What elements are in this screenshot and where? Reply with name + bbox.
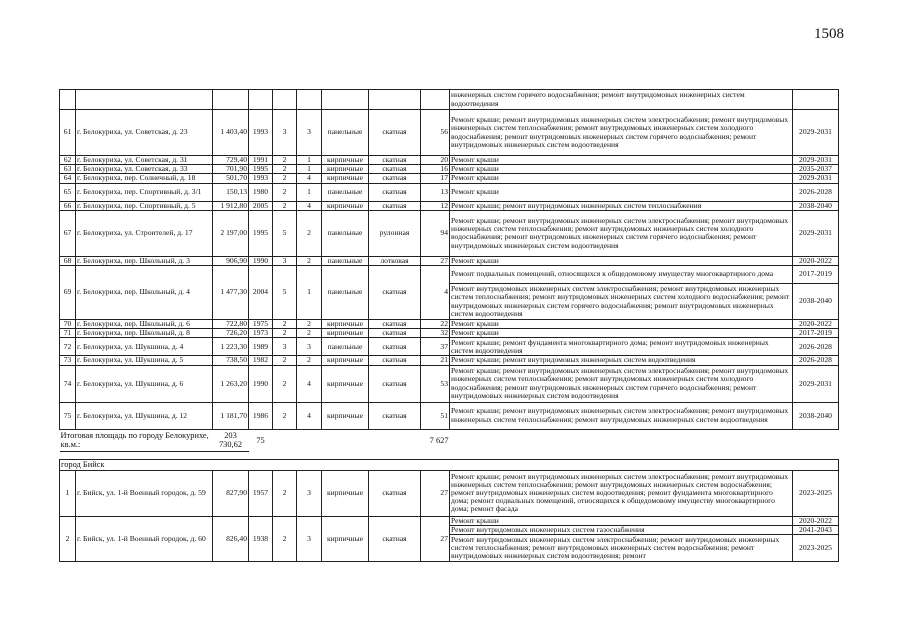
table-row: [60, 266, 839, 284]
row-number: 2: [60, 516, 76, 561]
build-year: 1975: [249, 320, 273, 329]
total-area: 203 730,62: [213, 429, 249, 451]
house-address: г. Белокуриха, ул. Шукшина, д. 4: [76, 338, 213, 356]
wall-material: кирпичные: [322, 516, 369, 561]
residents-count: 12: [421, 201, 450, 210]
build-year: 1957: [249, 470, 273, 516]
row-number: 62: [60, 156, 76, 165]
table-row: [60, 110, 839, 156]
repair-works: Ремонт крыши; ремонт внутридомовых инженерных систем электроснабжения; ремонт внутридомовых инженерных систем теплоснабжения; ремонт внутридомовых инженерных систем холодного водоснабжения; ремонт внутридомовых инженерных систем горячего водоснабжения; ремонт внутридомовых инженерных систем водоотведения: [450, 210, 793, 256]
floors-count: 2: [273, 470, 297, 516]
build-year: 2004: [249, 266, 273, 320]
house-address: г. Бийск, ул. 1-й Военный городок, д. 59: [76, 470, 213, 516]
wall-material: панельные: [322, 266, 369, 320]
roof-type: [369, 90, 421, 110]
table-row: [60, 210, 839, 256]
roof-type: скатная: [369, 110, 421, 156]
repair-works: Ремонт внутридомовых инженерных систем электроснабжения; ремонт внутридомовых инженерных систем теплоснабжения; ремонт внутридомовых инженерных систем холодного водоснабжения; ремонт внутридомовых инженерных систем горячего водоснабжения; ремонт внутридомовых инженерных систем водоотведения: [450, 284, 793, 320]
build-year: 1991: [249, 156, 273, 165]
repair-period: 2038-2040: [793, 402, 839, 429]
house-address: г. Белокуриха, пер. Школьный, д. 8: [76, 329, 213, 338]
roof-type: скатная: [369, 266, 421, 320]
row-number: 70: [60, 320, 76, 329]
house-address: г. Бийск, ул. 1-й Военный городок, д. 60: [76, 516, 213, 561]
build-year: 1973: [249, 329, 273, 338]
build-year: 1938: [249, 516, 273, 561]
floors-count: 5: [273, 266, 297, 320]
wall-material: кирпичные: [322, 174, 369, 183]
house-address: г. Белокуриха, ул. Шукшина, д. 12: [76, 402, 213, 429]
table-row: [60, 338, 839, 356]
floors-count: 3: [273, 110, 297, 156]
entrances-count: [297, 90, 322, 110]
house-address: [76, 90, 213, 110]
table-row: [60, 320, 839, 329]
wall-material: кирпичные: [322, 320, 369, 329]
table-row: [60, 470, 839, 516]
house-area: 2 197,00: [213, 210, 249, 256]
entrances-count: 4: [297, 365, 322, 402]
repair-works: Ремонт крыши; ремонт внутридомовых инженерных систем водоотведения: [450, 356, 793, 365]
floors-count: 2: [273, 165, 297, 174]
build-year: 1990: [249, 365, 273, 402]
row-number: 73: [60, 356, 76, 365]
repair-works: Ремонт подвальных помещений, относящихся к общедомовому имуществу многоквартирного дома: [450, 266, 793, 284]
house-area: 1 403,40: [213, 110, 249, 156]
house-area: 906,90: [213, 256, 249, 265]
repair-works: Ремонт крыши; ремонт внутридомовых инженерных систем электроснабжения; ремонт внутридомовых инженерных систем теплоснабжения; ремонт внутридомовых инженерных систем водоснабжения; ремонт внутридомовых инженерных систем водоотведения; ремонт фундамента многоквартирного дома; ремонт подвальных помещений, относящихся к общедомовому имуществу многоквартирного дома; ремонт фасада: [450, 470, 793, 516]
roof-type: скатная: [369, 174, 421, 183]
repair-period: 2029-2031: [793, 174, 839, 183]
roof-type: скатная: [369, 329, 421, 338]
table-row: [60, 174, 839, 183]
house-address: г. Белокуриха, пер. Школьный, д. 6: [76, 320, 213, 329]
table-row: [60, 201, 839, 210]
roof-type: скатная: [369, 470, 421, 516]
house-area: 1 223,30: [213, 338, 249, 356]
house-area: 738,50: [213, 356, 249, 365]
wall-material: кирпичные: [322, 329, 369, 338]
repair-period: 2041-2043: [793, 525, 839, 534]
repair-works: Ремонт крыши; ремонт внутридомовых инженерных систем электроснабжения; ремонт внутридомовых инженерных систем теплоснабжения; ремонт внутридомовых инженерных систем водоотведения: [450, 402, 793, 429]
entrances-count: 3: [297, 338, 322, 356]
floors-count: 2: [273, 156, 297, 165]
row-number: 64: [60, 174, 76, 183]
build-year: 1995: [249, 165, 273, 174]
row-number: 66: [60, 201, 76, 210]
table-row: [60, 156, 839, 165]
build-year: [249, 90, 273, 110]
house-address: г. Белокуриха, ул. Шукшина, д. 6: [76, 365, 213, 402]
residents-count: 4: [421, 266, 450, 320]
residents-count: 32: [421, 329, 450, 338]
row-number: 68: [60, 256, 76, 265]
roof-type: скатная: [369, 183, 421, 201]
entrances-count: 2: [297, 256, 322, 265]
entrances-count: 2: [297, 320, 322, 329]
floors-count: 5: [273, 210, 297, 256]
table-row: [60, 165, 839, 174]
row-number: 69: [60, 266, 76, 320]
repair-period: 2017-2019: [793, 266, 839, 284]
total-spacer: [273, 429, 421, 451]
section-gap: [60, 451, 839, 459]
wall-material: кирпичные: [322, 201, 369, 210]
house-area: [213, 90, 249, 110]
house-area: 826,40: [213, 516, 249, 561]
total-label: Итоговая площадь по городу Белокурихе, кв.м.:: [60, 429, 213, 451]
floors-count: 2: [273, 174, 297, 183]
row-number: 63: [60, 165, 76, 174]
repair-works: Ремонт внутридомовых инженерных систем газоснабжения: [450, 525, 793, 534]
floors-count: 3: [273, 256, 297, 265]
repair-period: 2020-2022: [793, 320, 839, 329]
residents-count: 37: [421, 338, 450, 356]
house-area: 722,80: [213, 320, 249, 329]
residents-count: 16: [421, 165, 450, 174]
build-year: 1986: [249, 402, 273, 429]
wall-material: панельные: [322, 110, 369, 156]
repair-works: Ремонт крыши: [450, 256, 793, 265]
repair-works: Ремонт крыши: [450, 174, 793, 183]
wall-material: панельные: [322, 338, 369, 356]
house-address: г. Белокуриха, пер. Школьный, д. 3: [76, 256, 213, 265]
roof-type: лотковая: [369, 256, 421, 265]
repair-period: 2029-2031: [793, 210, 839, 256]
table-row: [60, 356, 839, 365]
residents-count: 27: [421, 516, 450, 561]
row-number: 61: [60, 110, 76, 156]
floors-count: [273, 90, 297, 110]
floors-count: 2: [273, 356, 297, 365]
build-year: 1980: [249, 183, 273, 201]
build-year: 1993: [249, 110, 273, 156]
floors-count: 2: [273, 183, 297, 201]
build-year: 1990: [249, 256, 273, 265]
floors-count: 2: [273, 402, 297, 429]
build-year: 1989: [249, 338, 273, 356]
wall-material: панельные: [322, 256, 369, 265]
repair-period: 2029-2031: [793, 110, 839, 156]
row-number: 75: [60, 402, 76, 429]
repair-works: Ремонт крыши: [450, 329, 793, 338]
row-number: 72: [60, 338, 76, 356]
repair-works: Ремонт крыши: [450, 183, 793, 201]
house-area: 1 477,30: [213, 266, 249, 320]
repair-works: Ремонт крыши: [450, 165, 793, 174]
wall-material: кирпичные: [322, 165, 369, 174]
entrances-count: 4: [297, 201, 322, 210]
house-address: г. Белокуриха, пер. Школьный, д. 4: [76, 266, 213, 320]
entrances-count: 4: [297, 174, 322, 183]
repair-period: 2026-2028: [793, 338, 839, 356]
house-address: г. Белокуриха, пер. Спортивный, д. 5: [76, 201, 213, 210]
roof-type: скатная: [369, 338, 421, 356]
roof-type: скатная: [369, 356, 421, 365]
residents-count: 13: [421, 183, 450, 201]
residents-count: 56: [421, 110, 450, 156]
repair-works: Ремонт крыши; ремонт фундамента многоквартирного дома; ремонт внутридомовых инженерных систем водоотведения: [450, 338, 793, 356]
build-year: 2005: [249, 201, 273, 210]
residents-count: [421, 90, 450, 110]
house-area: 729,40: [213, 156, 249, 165]
residents-count: 20: [421, 156, 450, 165]
floors-count: 2: [273, 329, 297, 338]
house-area: 1 181,70: [213, 402, 249, 429]
repair-period: 2020-2022: [793, 516, 839, 525]
repair-period: 2038-2040: [793, 284, 839, 320]
roof-type: скатная: [369, 201, 421, 210]
wall-material: кирпичные: [322, 365, 369, 402]
house-address: г. Белокуриха, ул. Советская, д. 33: [76, 165, 213, 174]
floors-count: 2: [273, 516, 297, 561]
repair-works: Ремонт крыши; ремонт внутридомовых инженерных систем электроснабжения; ремонт внутридомовых инженерных систем теплоснабжения; ремонт внутридомовых инженерных систем холодного водоснабжения; ремонт внутридомовых инженерных систем горячего водоснабжения; ремонт внутридомовых инженерных систем водоотведения: [450, 365, 793, 402]
wall-material: кирпичные: [322, 156, 369, 165]
roof-type: рулонная: [369, 210, 421, 256]
residents-count: 27: [421, 470, 450, 516]
table-row: [60, 183, 839, 201]
entrances-count: 2: [297, 356, 322, 365]
repair-period: 2029-2031: [793, 156, 839, 165]
build-year: 1995: [249, 210, 273, 256]
roof-type: скатная: [369, 516, 421, 561]
floors-count: 2: [273, 365, 297, 402]
repair-period: 2020-2022: [793, 256, 839, 265]
roof-type: скатная: [369, 156, 421, 165]
entrances-count: 3: [297, 516, 322, 561]
row-number: 71: [60, 329, 76, 338]
house-address: г. Белокуриха, ул. Шукшина, д. 5: [76, 356, 213, 365]
house-area: 150,13: [213, 183, 249, 201]
roof-type: скатная: [369, 365, 421, 402]
residents-count: 53: [421, 365, 450, 402]
repair-period: 2026-2028: [793, 183, 839, 201]
house-area: 701,90: [213, 165, 249, 174]
repair-period: 2035-2037: [793, 165, 839, 174]
residents-count: 17: [421, 174, 450, 183]
repair-period: 2038-2040: [793, 201, 839, 210]
wall-material: [322, 90, 369, 110]
house-area: 827,90: [213, 470, 249, 516]
entrances-count: 1: [297, 266, 322, 320]
house-address: г. Белокуриха, ул. Советская, д. 31: [76, 156, 213, 165]
floors-count: 2: [273, 201, 297, 210]
entrances-count: 3: [297, 110, 322, 156]
table-row: [60, 329, 839, 338]
repair-works: инженерных систем горячего водоснабжения; ремонт внутридомовых инженерных систем водоотведения: [450, 90, 793, 110]
entrances-count: 1: [297, 183, 322, 201]
row-number: 67: [60, 210, 76, 256]
repair-period: 2023-2025: [793, 535, 839, 562]
house-area: 1 263,20: [213, 365, 249, 402]
table-row: [60, 365, 839, 402]
row-number: 74: [60, 365, 76, 402]
entrances-count: 1: [297, 156, 322, 165]
total-residents: 7 627: [429, 435, 449, 445]
house-area: 1 912,80: [213, 201, 249, 210]
build-year: 1982: [249, 356, 273, 365]
entrances-count: 1: [297, 165, 322, 174]
floors-count: 3: [273, 338, 297, 356]
wall-material: кирпичные: [322, 402, 369, 429]
house-address: г. Белокуриха, ул. Строителей, д. 17: [76, 210, 213, 256]
residents-count: 22: [421, 320, 450, 329]
total-spacer-end: [450, 429, 839, 451]
housing-register-table: [59, 89, 839, 562]
residents-count: 27: [421, 256, 450, 265]
house-area: 726,20: [213, 329, 249, 338]
row-number: 1: [60, 470, 76, 516]
repair-works: Ремонт крыши; ремонт внутридомовых инженерных систем теплоснабжения: [450, 201, 793, 210]
city-total-row: [60, 429, 839, 451]
house-address: г. Белокуриха, пер. Спортивный, д. 3/1: [76, 183, 213, 201]
table-row: [60, 516, 839, 525]
repair-period: 2026-2028: [793, 356, 839, 365]
floors-count: 2: [273, 320, 297, 329]
repair-period: 2023-2025: [793, 470, 839, 516]
entrances-count: 4: [297, 402, 322, 429]
repair-works: Ремонт крыши; ремонт внутридомовых инженерных систем электроснабжения; ремонт внутридомовых инженерных систем теплоснабжения; ремонт внутридомовых инженерных систем холодного водоснабжения; ремонт внутридомовых инженерных систем горячего водоснабжения; ремонт внутридомовых инженерных систем водоотведения: [450, 110, 793, 156]
city-name: город Бийск: [60, 459, 839, 470]
roof-type: скатная: [369, 165, 421, 174]
residents-count: 21: [421, 356, 450, 365]
page-number: 1508: [814, 26, 844, 42]
house-area: 501,70: [213, 174, 249, 183]
repair-works: Ремонт крыши: [450, 320, 793, 329]
roof-type: скатная: [369, 402, 421, 429]
wall-material: кирпичные: [322, 470, 369, 516]
repair-period: 2029-2031: [793, 365, 839, 402]
row-number: [60, 90, 76, 110]
build-year: 1993: [249, 174, 273, 183]
city-header-row: [60, 459, 839, 470]
table-row: [60, 402, 839, 429]
house-address: г. Белокуриха, ул. Советская, д. 23: [76, 110, 213, 156]
wall-material: панельные: [322, 210, 369, 256]
entrances-count: 2: [297, 329, 322, 338]
roof-type: скатная: [369, 320, 421, 329]
residents-count: 51: [421, 402, 450, 429]
entrances-count: 3: [297, 470, 322, 516]
repair-period: 2017-2019: [793, 329, 839, 338]
table-row: [60, 256, 839, 265]
wall-material: кирпичные: [322, 356, 369, 365]
row-number: 65: [60, 183, 76, 201]
table-row: [60, 90, 839, 110]
repair-works: Ремонт внутридомовых инженерных систем электроснабжения; ремонт внутридомовых инженерных систем теплоснабжения; ремонт внутридомовых инженерных систем водоснабжения; ремонт внутридомовых инженерных систем водоотведения; ремонт: [450, 535, 793, 562]
repair-period: [793, 90, 839, 110]
house-address: г. Белокуриха, пер. Солнечный, д. 18: [76, 174, 213, 183]
repair-works: Ремонт крыши: [450, 516, 793, 525]
wall-material: панельные: [322, 183, 369, 201]
residents-count: 94: [421, 210, 450, 256]
entrances-count: 2: [297, 210, 322, 256]
repair-works: Ремонт крыши: [450, 156, 793, 165]
total-houses: 75: [256, 435, 265, 445]
